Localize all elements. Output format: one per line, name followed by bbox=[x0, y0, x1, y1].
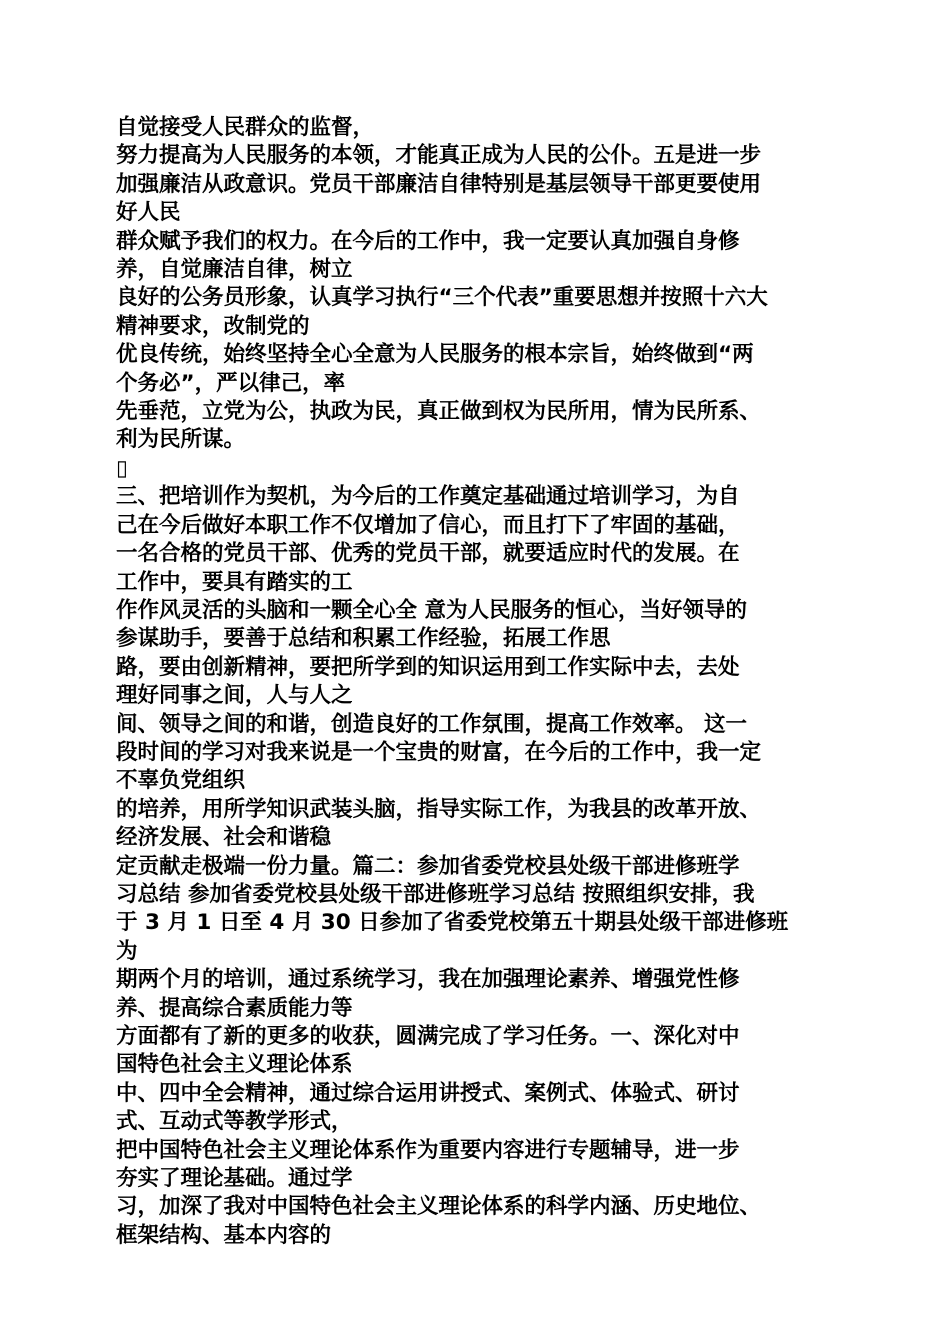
text-line: 群众赋予我们的权力。在今后的工作中，我一定要认真加强自身修 bbox=[116, 228, 740, 254]
text-line: 中、四中全会精神，通过综合运用讲授式、案例式、体验式、研讨 bbox=[116, 1080, 740, 1106]
text-line: 良好的公务员形象，认真学习执行“三个代表”重要思想并按照十六大 bbox=[116, 285, 768, 311]
text-line: 自觉接受人民群众的监督， bbox=[116, 115, 375, 140]
text-line: 把中国特色社会主义理论体系作为重要内容进行专题辅导，进一步 bbox=[116, 1137, 740, 1163]
text-line: 路，要由创新精神，要把所学到的知识运用到工作实际中去，去处 bbox=[116, 654, 740, 680]
text-line: 习总结 参加省委党校县处级干部进修班学习总结 按照组织安排，我 bbox=[116, 881, 755, 907]
text-line: 国特色社会主义理论体系 bbox=[116, 1052, 353, 1078]
text-line: 的培养，用所学知识武装头脑，指导实际工作，为我县的改革开放、 bbox=[116, 796, 762, 822]
text-line: 先垂范，立党为公，执政为民，真正做到权为民所用，情为民所系、 bbox=[116, 399, 762, 425]
text-line: 习，加深了我对中国特色社会主义理论体系的科学内涵、历史地位、 bbox=[116, 1194, 762, 1220]
text-line: 努力提高为人民服务的本领，才能真正成为人民的公仆。五是进一步 bbox=[116, 143, 762, 169]
text-line: 个务必”，严以律己，率 bbox=[116, 370, 346, 396]
text-line: 养，自觉廉洁自律，树立 bbox=[116, 257, 353, 283]
text-line: 优良传统，始终坚持全心全意为人民服务的根本宗旨，始终做到“两 bbox=[116, 342, 754, 368]
text-line: 加强廉洁从政意识。党员干部廉洁自律特别是基层领导干部更要使用 bbox=[116, 171, 762, 197]
text-line: 段时间的学习对我来说是一个宝贵的财富，在今后的工作中，我一定 bbox=[116, 739, 762, 765]
text-line: 方面都有了新的更多的收获，圆满完成了学习任务。一、深化对中 bbox=[116, 1024, 740, 1049]
text-line: 理好同事之间，人与人之 bbox=[116, 683, 353, 709]
text-line: 期两个月的培训，通过系统学习，我在加强理论素养、增强党性修 bbox=[116, 967, 740, 993]
text-line: ▯ bbox=[116, 455, 128, 481]
text-line: 式、互动式等教学形式， bbox=[116, 1109, 353, 1135]
body-text bbox=[116, 114, 836, 1250]
text-line: 间、领导之间的和谐，创造良好的工作氛围，提高工作效率。 这一 bbox=[116, 711, 747, 737]
text-line: 经济发展、社会和谐稳 bbox=[116, 825, 332, 851]
text-line: 夯实了理论基础。通过学 bbox=[116, 1166, 353, 1192]
text-line: 工作中，要具有踏实的工 bbox=[116, 569, 353, 595]
text-line: 为 bbox=[116, 938, 138, 964]
text-line: 己在今后做好本职工作不仅增加了信心，而且打下了牢固的基础， bbox=[116, 512, 740, 538]
text-line: 精神要求，改制党的 bbox=[116, 313, 310, 339]
text-line: 好人民 bbox=[116, 200, 181, 226]
text-line: 参谋助手，要善于总结和积累工作经验，拓展工作思 bbox=[116, 626, 611, 652]
text-line: 作作风灵活的头脑和一颗全心全 意为人民服务的恒心，当好领导的 bbox=[116, 597, 747, 623]
text-line: 一名合格的党员干部、优秀的党员干部，就要适应时代的发展。在 bbox=[116, 541, 740, 567]
text-line: 框架结构、基本内容的 bbox=[116, 1222, 332, 1248]
text-line: 养、提高综合素质能力等 bbox=[116, 995, 353, 1021]
text-line: 利为民所谋。 bbox=[116, 427, 246, 453]
text-line: 定贡献走极端一份力量。篇二：参加省委党校县处级干部进修班学 bbox=[116, 853, 740, 879]
text-line: 不辜负党组织 bbox=[116, 768, 246, 794]
text-line: 于 3 月 1 日至 4 月 30 日参加了省委党校第五十期县处级干部进修班 bbox=[116, 910, 789, 936]
text-line: 三、把培训作为契机，为今后的工作奠定基础通过培训学习，为自 bbox=[116, 484, 740, 510]
